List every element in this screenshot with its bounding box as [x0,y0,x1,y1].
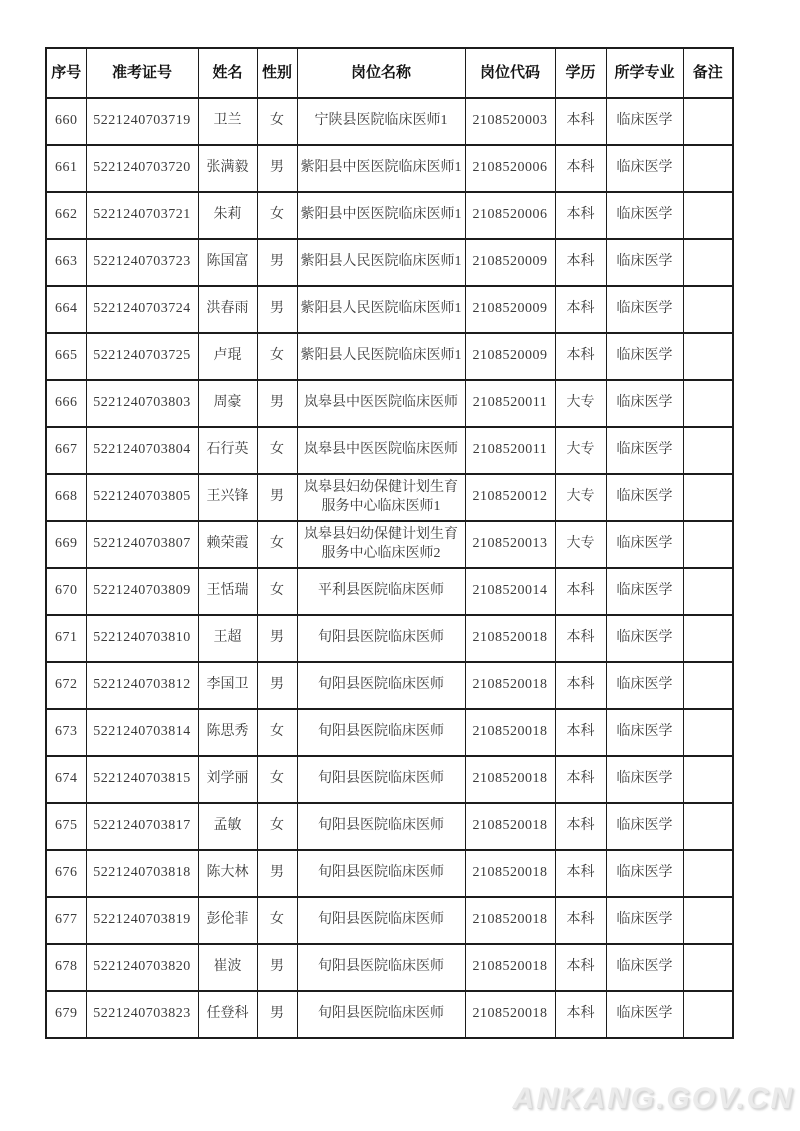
cell-ticket-no: 5221240703725 [86,333,198,380]
cell-ticket-no: 5221240703805 [86,474,198,521]
cell-index: 671 [46,615,86,662]
cell-gender: 女 [257,897,297,944]
cell-position-code: 2108520018 [465,944,555,991]
cell-name: 李国卫 [198,662,257,709]
cell-position-code: 2108520011 [465,427,555,474]
cell-gender: 男 [257,944,297,991]
cell-ticket-no: 5221240703723 [86,239,198,286]
cell-position: 紫阳县人民医院临床医师1 [297,239,465,286]
cell-remark [683,803,733,850]
cell-education: 本科 [555,944,606,991]
cell-name: 朱莉 [198,192,257,239]
cell-position-code: 2108520018 [465,991,555,1038]
cell-name: 赖荣霞 [198,521,257,568]
column-header-position: 岗位名称 [297,48,465,98]
cell-position: 旬阳县医院临床医师 [297,756,465,803]
cell-education: 大专 [555,521,606,568]
exam-candidate-roster-table [45,47,734,1039]
table-row [46,944,733,991]
cell-index: 667 [46,427,86,474]
cell-ticket-no: 5221240703721 [86,192,198,239]
cell-ticket-no: 5221240703817 [86,803,198,850]
cell-ticket-no: 5221240703724 [86,286,198,333]
cell-gender: 女 [257,427,297,474]
cell-position-code: 2108520006 [465,192,555,239]
cell-major: 临床医学 [606,474,683,521]
table-header [46,48,733,98]
cell-name: 石行英 [198,427,257,474]
cell-gender: 女 [257,568,297,615]
cell-major: 临床医学 [606,756,683,803]
cell-major: 临床医学 [606,803,683,850]
cell-gender: 女 [257,98,297,145]
cell-ticket-no: 5221240703815 [86,756,198,803]
cell-name: 卢琨 [198,333,257,380]
cell-major: 临床医学 [606,615,683,662]
cell-position-code: 2108520011 [465,380,555,427]
cell-education: 大专 [555,427,606,474]
cell-position: 旬阳县医院临床医师 [297,850,465,897]
cell-name: 洪春雨 [198,286,257,333]
table-row [46,286,733,333]
table-row [46,991,733,1038]
cell-index: 663 [46,239,86,286]
cell-name: 刘学丽 [198,756,257,803]
cell-remark [683,380,733,427]
cell-index: 662 [46,192,86,239]
cell-major: 临床医学 [606,427,683,474]
cell-index: 672 [46,662,86,709]
cell-education: 本科 [555,568,606,615]
column-header-gender: 性别 [257,48,297,98]
cell-remark [683,333,733,380]
table-row [46,474,733,521]
cell-position-code: 2108520003 [465,98,555,145]
cell-major: 临床医学 [606,850,683,897]
cell-position: 旬阳县医院临床医师 [297,615,465,662]
cell-major: 临床医学 [606,286,683,333]
cell-position-code: 2108520018 [465,850,555,897]
cell-position: 岚皋县中医医院临床医师 [297,380,465,427]
cell-remark [683,709,733,756]
table-row [46,897,733,944]
table-row [46,850,733,897]
cell-major: 临床医学 [606,145,683,192]
cell-education: 本科 [555,286,606,333]
cell-major: 临床医学 [606,521,683,568]
cell-index: 666 [46,380,86,427]
cell-ticket-no: 5221240703804 [86,427,198,474]
site-watermark: ANKANG.GOV.CN [512,1082,794,1115]
cell-position: 旬阳县医院临床医师 [297,803,465,850]
cell-education: 本科 [555,333,606,380]
cell-position-code: 2108520013 [465,521,555,568]
cell-gender: 女 [257,709,297,756]
cell-gender: 男 [257,145,297,192]
cell-gender: 男 [257,380,297,427]
cell-name: 王恬瑞 [198,568,257,615]
cell-position-code: 2108520006 [465,145,555,192]
cell-name: 周豪 [198,380,257,427]
cell-index: 678 [46,944,86,991]
cell-gender: 男 [257,239,297,286]
cell-remark [683,239,733,286]
cell-gender: 男 [257,991,297,1038]
cell-remark [683,286,733,333]
cell-ticket-no: 5221240703807 [86,521,198,568]
cell-remark [683,145,733,192]
table-row [46,756,733,803]
cell-major: 临床医学 [606,991,683,1038]
cell-position-code: 2108520018 [465,756,555,803]
table-row [46,98,733,145]
table-row [46,145,733,192]
cell-index: 665 [46,333,86,380]
column-header-ticket-no: 准考证号 [86,48,198,98]
column-header-remark: 备注 [683,48,733,98]
cell-major: 临床医学 [606,568,683,615]
cell-gender: 女 [257,803,297,850]
cell-ticket-no: 5221240703823 [86,991,198,1038]
cell-education: 本科 [555,991,606,1038]
cell-major: 临床医学 [606,239,683,286]
table-body [46,98,733,1038]
cell-ticket-no: 5221240703803 [86,380,198,427]
cell-major: 临床医学 [606,709,683,756]
cell-remark [683,850,733,897]
cell-position-code: 2108520009 [465,239,555,286]
cell-education: 本科 [555,145,606,192]
cell-name: 王超 [198,615,257,662]
cell-name: 卫兰 [198,98,257,145]
cell-index: 674 [46,756,86,803]
cell-education: 本科 [555,897,606,944]
cell-ticket-no: 5221240703810 [86,615,198,662]
cell-remark [683,615,733,662]
cell-education: 本科 [555,803,606,850]
cell-gender: 男 [257,662,297,709]
cell-education: 本科 [555,850,606,897]
cell-major: 临床医学 [606,897,683,944]
cell-major: 临床医学 [606,380,683,427]
cell-remark [683,192,733,239]
cell-education: 本科 [555,239,606,286]
cell-position-code: 2108520014 [465,568,555,615]
cell-gender: 女 [257,756,297,803]
table-row [46,521,733,568]
cell-name: 彭伦菲 [198,897,257,944]
cell-gender: 男 [257,615,297,662]
table-row [46,803,733,850]
cell-remark [683,427,733,474]
cell-education: 大专 [555,380,606,427]
cell-position-code: 2108520009 [465,286,555,333]
column-header-education: 学历 [555,48,606,98]
cell-ticket-no: 5221240703819 [86,897,198,944]
cell-position-code: 2108520018 [465,803,555,850]
cell-position: 宁陕县医院临床医师1 [297,98,465,145]
cell-position: 紫阳县人民医院临床医师1 [297,286,465,333]
cell-position: 紫阳县人民医院临床医师1 [297,333,465,380]
cell-ticket-no: 5221240703812 [86,662,198,709]
cell-index: 664 [46,286,86,333]
cell-index: 661 [46,145,86,192]
cell-ticket-no: 5221240703719 [86,98,198,145]
cell-major: 临床医学 [606,662,683,709]
cell-remark [683,474,733,521]
cell-position-code: 2108520012 [465,474,555,521]
cell-remark [683,944,733,991]
cell-index: 660 [46,98,86,145]
cell-gender: 男 [257,850,297,897]
table-row [46,239,733,286]
cell-remark [683,756,733,803]
cell-position-code: 2108520009 [465,333,555,380]
cell-major: 临床医学 [606,944,683,991]
cell-ticket-no: 5221240703820 [86,944,198,991]
cell-education: 本科 [555,756,606,803]
cell-ticket-no: 5221240703818 [86,850,198,897]
cell-name: 王兴锋 [198,474,257,521]
cell-major: 临床医学 [606,98,683,145]
cell-name: 任登科 [198,991,257,1038]
cell-position-code: 2108520018 [465,709,555,756]
cell-gender: 女 [257,333,297,380]
cell-name: 崔波 [198,944,257,991]
cell-remark [683,662,733,709]
column-header-position-code: 岗位代码 [465,48,555,98]
cell-index: 669 [46,521,86,568]
cell-education: 大专 [555,474,606,521]
cell-education: 本科 [555,709,606,756]
cell-name: 陈思秀 [198,709,257,756]
cell-position: 旬阳县医院临床医师 [297,662,465,709]
cell-education: 本科 [555,192,606,239]
table-row [46,615,733,662]
cell-position: 岚皋县妇幼保健计划生育服务中心临床医师2 [297,521,465,568]
cell-index: 679 [46,991,86,1038]
cell-position: 紫阳县中医医院临床医师1 [297,192,465,239]
cell-position: 岚皋县中医医院临床医师 [297,427,465,474]
cell-education: 本科 [555,615,606,662]
cell-ticket-no: 5221240703720 [86,145,198,192]
cell-position-code: 2108520018 [465,897,555,944]
cell-gender: 女 [257,521,297,568]
table-row [46,380,733,427]
cell-position: 平利县医院临床医师 [297,568,465,615]
table-row [46,709,733,756]
cell-education: 本科 [555,98,606,145]
column-header-major: 所学专业 [606,48,683,98]
cell-name: 陈国富 [198,239,257,286]
table-row [46,333,733,380]
cell-position: 旬阳县医院临床医师 [297,991,465,1038]
cell-ticket-no: 5221240703814 [86,709,198,756]
table-row [46,662,733,709]
cell-index: 675 [46,803,86,850]
cell-position: 旬阳县医院临床医师 [297,944,465,991]
cell-position: 旬阳县医院临床医师 [297,897,465,944]
cell-position: 旬阳县医院临床医师 [297,709,465,756]
cell-name: 张满毅 [198,145,257,192]
cell-position: 岚皋县妇幼保健计划生育服务中心临床医师1 [297,474,465,521]
cell-remark [683,521,733,568]
column-header-index: 序号 [46,48,86,98]
cell-index: 676 [46,850,86,897]
cell-gender: 男 [257,474,297,521]
cell-position-code: 2108520018 [465,615,555,662]
cell-position-code: 2108520018 [465,662,555,709]
cell-name: 孟敏 [198,803,257,850]
cell-major: 临床医学 [606,333,683,380]
cell-remark [683,568,733,615]
table-row [46,192,733,239]
cell-major: 临床医学 [606,192,683,239]
cell-gender: 男 [257,286,297,333]
cell-gender: 女 [257,192,297,239]
table-row [46,568,733,615]
cell-name: 陈大林 [198,850,257,897]
cell-ticket-no: 5221240703809 [86,568,198,615]
column-header-name: 姓名 [198,48,257,98]
cell-remark [683,897,733,944]
cell-index: 677 [46,897,86,944]
cell-index: 673 [46,709,86,756]
cell-position: 紫阳县中医医院临床医师1 [297,145,465,192]
table-row [46,427,733,474]
cell-index: 668 [46,474,86,521]
cell-index: 670 [46,568,86,615]
cell-remark [683,98,733,145]
table-header-row [46,48,733,98]
cell-remark [683,991,733,1038]
cell-education: 本科 [555,662,606,709]
